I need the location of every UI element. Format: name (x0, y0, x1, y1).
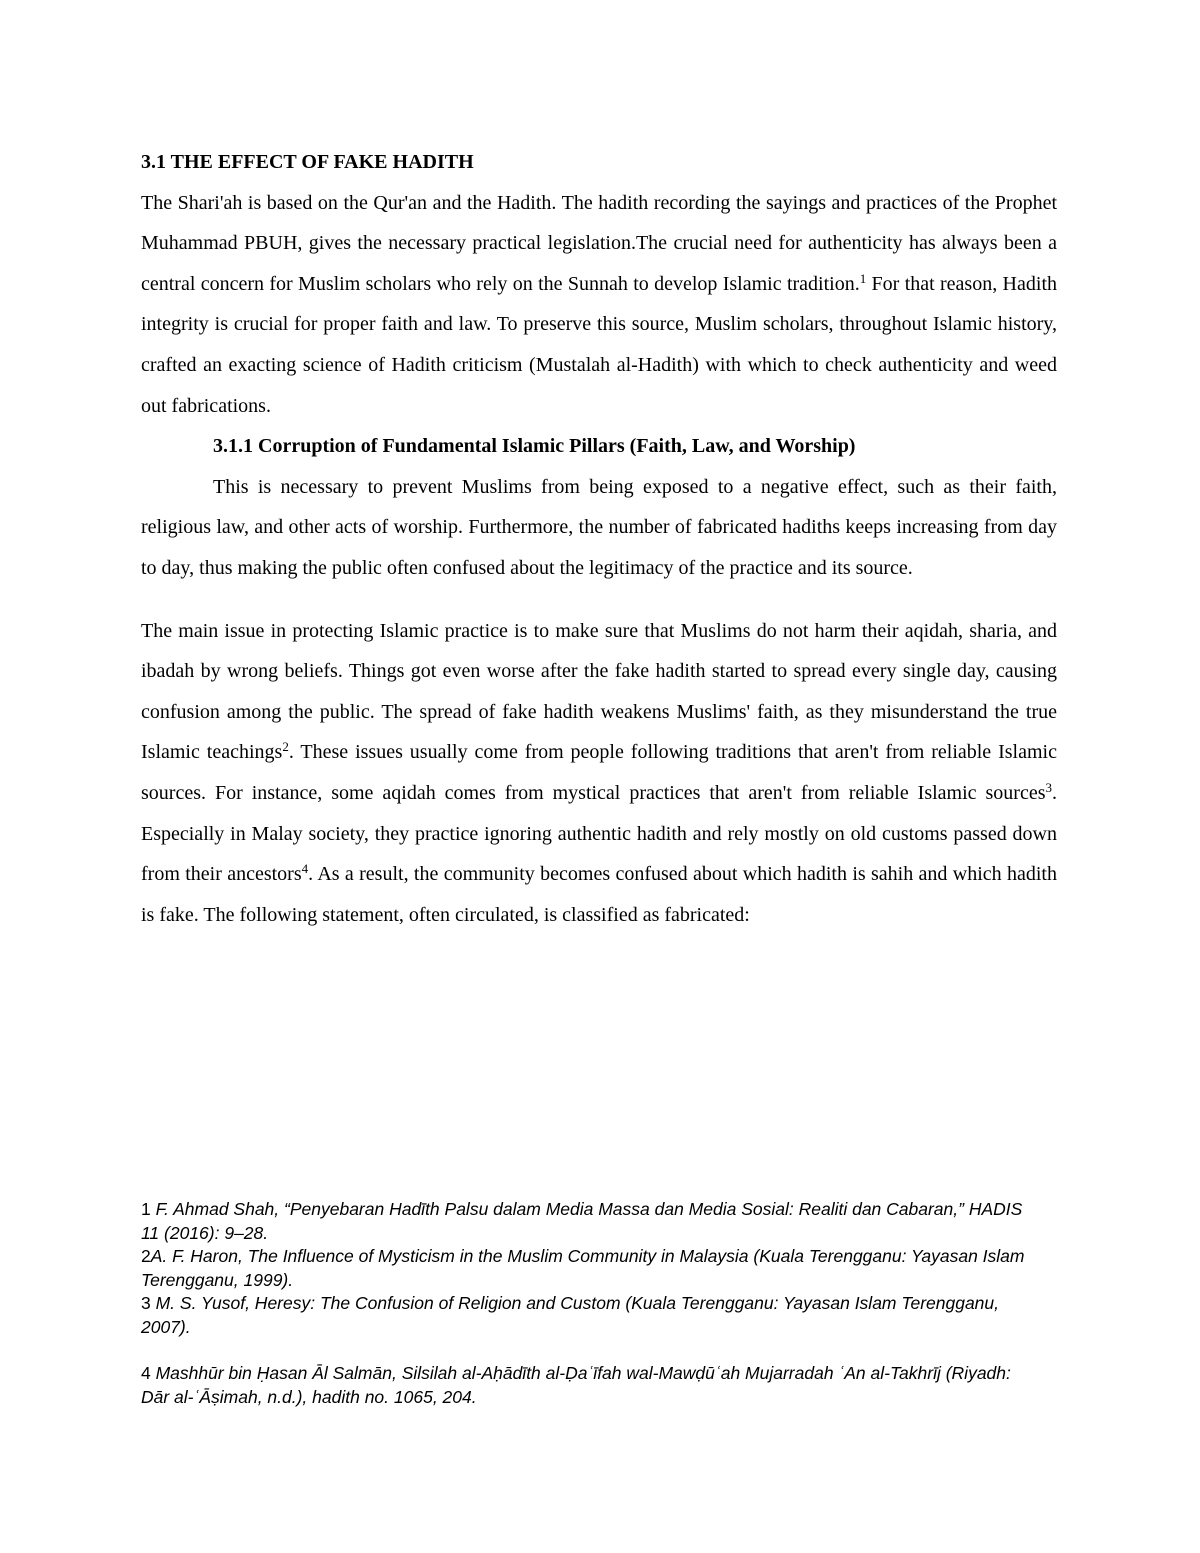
paragraph-text: . Especially in Malay society, they practice ignoring authentic hadith and rely mostly on old customs passed down from their ancestors (141, 781, 1057, 886)
footnote-4 (141, 1362, 1041, 1409)
subsection-heading: 3.1.1 Corruption of Fundamental Islamic Pillars (Faith, Law, and Worship) (213, 435, 856, 458)
footnote-1 (141, 1198, 1041, 1245)
footnote-text: A. F. Haron, The Influence of Mysticism in the Muslim Community in Malaysia (Kuala Terengganu: Yayasan Islam Terengganu, 1999). (141, 1246, 1025, 1290)
footnote-number: 4 (141, 1363, 151, 1383)
section-heading: 3.1 THE EFFECT OF FAKE HADITH (141, 151, 474, 173)
section-paragraph (141, 183, 1057, 427)
footnote-number: 1 (141, 1199, 151, 1219)
document-body (141, 142, 1057, 935)
footnote-text: M. S. Yusof, Heresy: The Confusion of Religion and Custom (Kuala Terengganu: Yayasan Islam Terengganu, 2007). (141, 1293, 1000, 1337)
subsection-paragraph-1: This is necessary to prevent Muslims from being exposed to a negative effect, such as their faith, religious law, and other acts of worship. Furthermore, the number of fabricated hadiths keeps increasing from day to day, thus making the public often confused about the legitimacy of the practice and its source. (141, 475, 1057, 579)
footnote-number: 3 (141, 1293, 151, 1313)
footnote-number: 2 (141, 1246, 151, 1266)
footnote-ref-4[interactable]: 4 (301, 861, 309, 877)
footnote-text: F. Ahmad Shah, “Penyebaran Hadīth Palsu dalam Media Massa dan Media Sosial: Realiti dan Cabaran,” HADIS 11 (2016): 9–28. (141, 1199, 1023, 1243)
footnote-ref-2[interactable]: 2 (282, 739, 289, 755)
footnote-text: Mashhūr bin Ḥasan Āl Salmān, Silsilah al-Aḥādīth al-Ḍaʿīfah wal-Mawḍūʿah Mujarradah ʿAn al-Takhrīj (Riyadh: Dār al-ʿĀṣimah, n.d.), hadith no. 1065, 204. (141, 1363, 1011, 1407)
paragraph-text: The Shari'ah is based on the Qur'an and the Hadith. The hadith recording the sayings and practices of the Prophet Muhammad PBUH, gives the necessary practical legislation.The crucial need for authenticity has always been a central concern for Muslim scholars who rely on the Sunnah to develop Islamic tradition. (141, 191, 1057, 295)
footnote-2 (141, 1245, 1041, 1292)
subsection-paragraph-2 (141, 611, 1057, 936)
footnote-ref-1[interactable]: 1 (859, 270, 867, 286)
paragraph-text: The main issue in protecting Islamic practice is to make sure that Muslims do not harm their aqidah, sharia, and ibadah by wrong beliefs. Things got even worse after the fake hadith started to spread every single day, causing confusion among the public. The spread of fake hadith weakens Muslims' faith, as they misunderstand the true Islamic teachings (141, 619, 1057, 764)
paragraph-text: For that reason, Hadith integrity is crucial for proper faith and law. To preserve this source, Muslim scholars, throughout Islamic history, crafted an exacting science of Hadith criticism (Mustalah al-Hadith) with which to check authenticity and weed out fabrications. (141, 272, 1057, 417)
footnotes (141, 1198, 1041, 1409)
footnote-ref-3[interactable]: 3 (1045, 779, 1052, 795)
footnote-3 (141, 1292, 1041, 1339)
paragraph-text: . These issues usually come from people following traditions that aren't from reliable Islamic sources. For instance, some aqidah comes from mystical practices that aren't from reliable Islamic sources (141, 741, 1057, 804)
paragraph-text: . As a result, the community becomes confused about which hadith is sahih and which hadith is fake. The following statement, often circulated, is classified as fabricated: (141, 863, 1057, 926)
